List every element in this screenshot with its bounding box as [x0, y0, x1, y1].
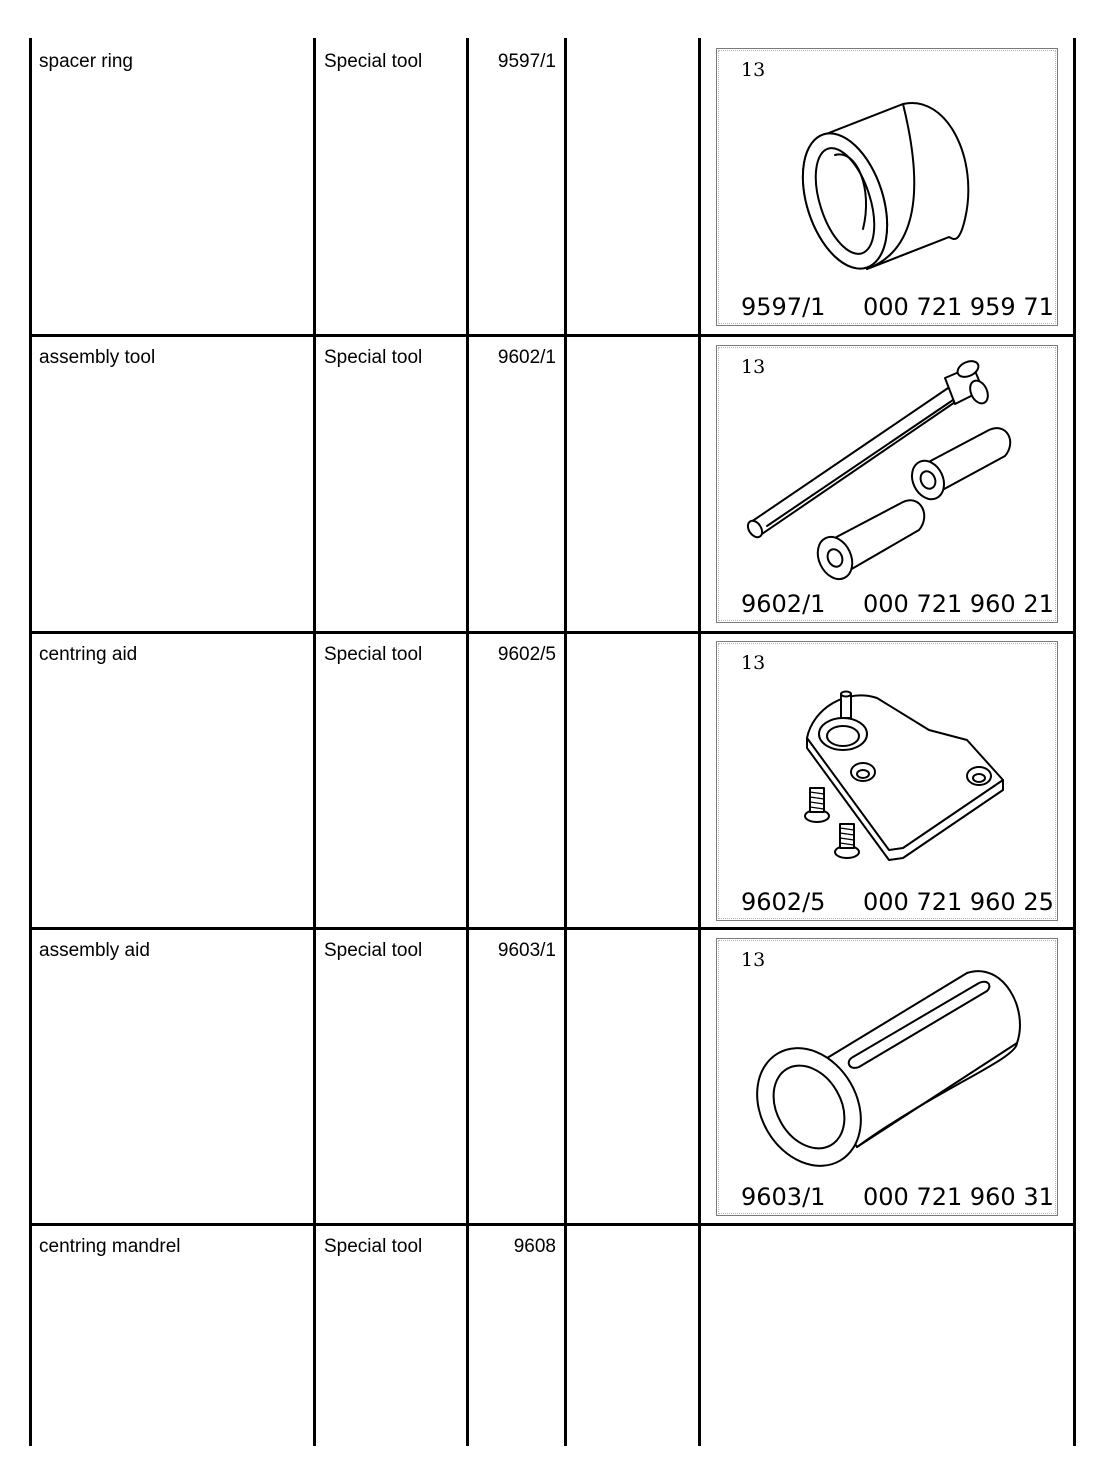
tool-illustration — [716, 48, 1058, 326]
spacer-ring-drawing — [717, 49, 1057, 325]
tool-type: Special tool — [324, 1236, 423, 1257]
column-divider-3 — [564, 38, 567, 1446]
tool-illustration — [716, 641, 1058, 921]
column-divider-4 — [698, 38, 701, 1446]
tool-type: Special tool — [324, 644, 423, 665]
row-divider — [30, 927, 1076, 930]
figure-index: 13 — [741, 949, 766, 971]
figure-tool-number: 9602/1 — [741, 590, 826, 618]
figure-part-number: 000 721 960 21 — [863, 590, 1054, 618]
tool-name: centring mandrel — [39, 1236, 181, 1257]
tool-type: Special tool — [324, 940, 423, 961]
tool-type: Special tool — [324, 51, 423, 72]
figure-tool-number: 9602/5 — [741, 888, 826, 916]
tool-illustration — [716, 938, 1058, 1216]
figure-index: 13 — [741, 356, 766, 378]
tool-number: 9602/5 — [497, 644, 556, 665]
figure-part-number: 000 721 960 31 — [863, 1183, 1054, 1211]
row-divider — [30, 631, 1076, 634]
figure-tool-number: 9597/1 — [741, 293, 826, 321]
tool-number: 9597/1 — [497, 51, 556, 72]
tool-type: Special tool — [324, 347, 423, 368]
assembly-aid-drawing — [717, 939, 1057, 1215]
column-divider-1 — [313, 38, 316, 1446]
row-divider — [30, 1223, 1076, 1226]
table-border-right — [1073, 38, 1076, 1446]
tool-number: 9608 — [513, 1236, 556, 1257]
figure-tool-number: 9603/1 — [741, 1183, 826, 1211]
figure-part-number: 000 721 960 25 — [863, 888, 1054, 916]
row-divider — [30, 334, 1076, 337]
tool-name: assembly tool — [39, 347, 156, 368]
assembly-tool-drawing — [717, 346, 1057, 622]
table-border-left — [29, 38, 32, 1446]
tool-name: spacer ring — [39, 51, 133, 72]
tool-illustration — [716, 345, 1058, 623]
tool-number: 9603/1 — [497, 940, 556, 961]
figure-index: 13 — [741, 652, 766, 674]
tool-name: centring aid — [39, 644, 138, 665]
tool-name: assembly aid — [39, 940, 150, 961]
column-divider-2 — [466, 38, 469, 1446]
tool-number: 9602/1 — [497, 347, 556, 368]
figure-index: 13 — [741, 59, 766, 81]
centring-aid-drawing — [717, 642, 1057, 920]
figure-part-number: 000 721 959 71 — [863, 293, 1054, 321]
